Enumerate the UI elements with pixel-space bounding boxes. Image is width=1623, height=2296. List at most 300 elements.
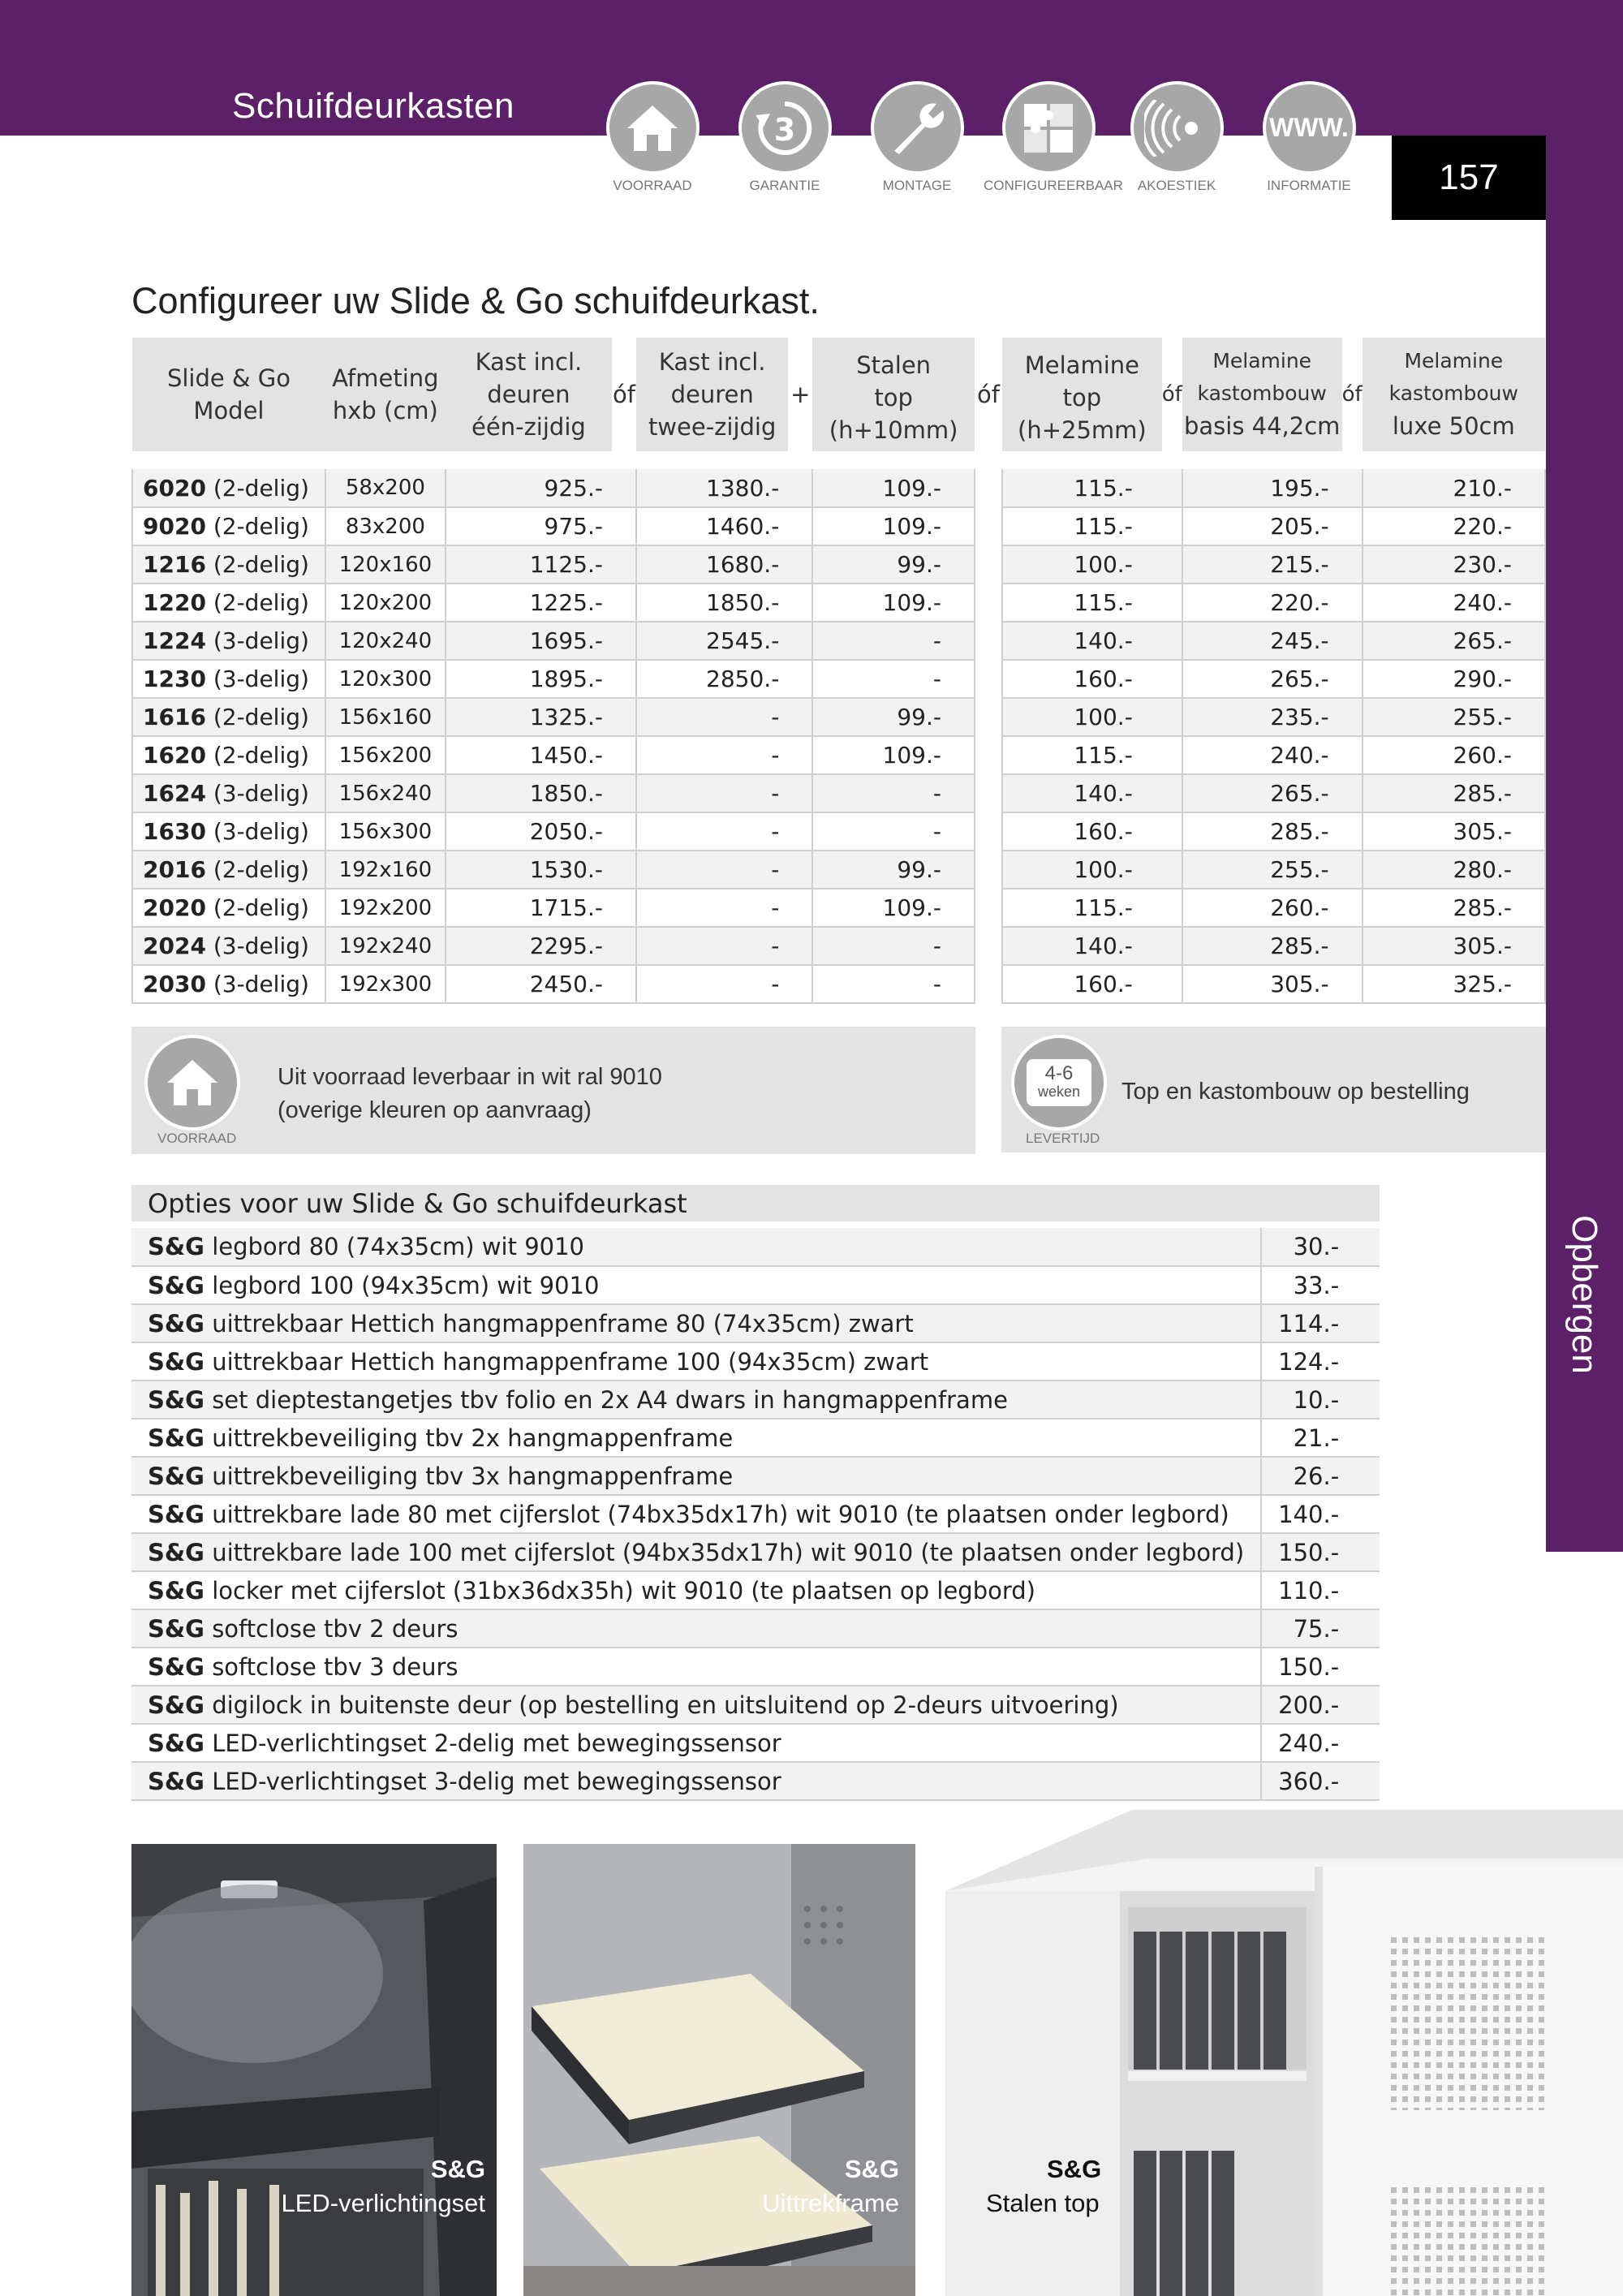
option-row [131,1571,1380,1609]
model-cell [132,469,325,507]
luxe-price: 230.- [1363,545,1545,584]
option-text: locker met cijferslot (31bx36dx35h) wit 9010 (te plaatsen op legbord) [212,1576,1035,1605]
lead-time-box [1001,1027,1546,1152]
size-cell: 192x160 [325,851,446,889]
price-row [1002,469,1545,507]
option-text: uittrekbare lade 100 met cijferslot (94bx35dx17h) wit 9010 (te plaatsen onder legbord) [212,1538,1245,1566]
model-code: 1216 [143,551,206,578]
base-price: 305.- [1182,965,1363,1003]
option-text: legbord 80 (74x35cm) wit 9010 [212,1233,584,1260]
option-desc [131,1495,1261,1533]
option-row [131,1495,1380,1533]
base-price: 205.- [1182,507,1363,545]
lead-weeks: 4-6 [1044,1062,1074,1084]
base-price: 215.- [1182,545,1363,584]
size-cell: 120x160 [325,545,446,584]
option-row [131,1419,1380,1457]
melamine-top-price: 140.- [1002,622,1182,660]
photo-caption [986,2152,1101,2221]
option-text: set dieptestangetjes tbv folio en 2x A4 dwars in hangmappenframe [212,1385,1008,1414]
col-size: Afmeting hxb (cm) [325,338,446,451]
option-brand: S&G [148,1500,204,1528]
or-sep: óf [1162,338,1182,451]
base-price: 220.- [1182,584,1363,622]
size-cell: 192x240 [325,927,446,965]
model-cell [132,698,325,736]
option-price: 75.- [1261,1609,1380,1648]
photo-led-lighting [131,1844,497,2296]
option-text: LED-verlichtingset 2-delig met bewegingssensor [212,1729,781,1757]
option-text: uittrekbeveiliging tbv 3x hangmappenframe [212,1462,734,1490]
size-cell: 83x200 [325,507,446,545]
model-cell [132,774,325,812]
or-separator: óf [977,381,1000,408]
model-parts: (2-delig) [213,856,309,883]
two-sided-price: - [636,851,812,889]
two-sided-price: - [636,698,812,736]
option-brand: S&G [148,1424,204,1452]
price-row [1002,965,1545,1003]
base-price: 240.- [1182,736,1363,774]
one-sided-price: 1450.- [446,736,636,774]
option-brand: S&G [148,1652,204,1681]
wrench-icon [871,81,964,174]
steel-top-price: - [812,660,975,698]
option-row [131,1381,1380,1419]
price-row [1002,851,1545,889]
option-price: 10.- [1261,1381,1380,1419]
one-sided-price: 975.- [446,507,636,545]
feature-label: MONTAGE [882,178,952,193]
base-price: 285.- [1182,812,1363,851]
option-price: 360.- [1261,1762,1380,1800]
luxe-price: 280.- [1363,851,1545,889]
model-parts: (3-delig) [213,971,309,997]
luxe-price: 240.- [1363,584,1545,622]
badge-label: LEVERTIJD [1026,1131,1100,1146]
steel-top-price: - [812,622,975,660]
feature-akoestiek [1112,81,1242,194]
page-heading: Configureer uw Slide & Go schuifdeurkast. [131,280,820,321]
model-parts: (3-delig) [213,666,309,692]
steel-top-price: - [812,774,975,812]
col-model: Slide & Go Model [132,338,325,451]
two-sided-price: - [636,965,812,1003]
base-price: 235.- [1182,698,1363,736]
steel-top-price: 109.- [812,889,975,927]
option-brand: S&G [148,1691,204,1719]
www-icon [1263,81,1356,174]
option-brand: S&G [148,1614,204,1643]
photo-caption [281,2152,485,2221]
price-row [1002,774,1545,812]
col-base: Melamine kastombouw basis 44,2cm [1182,338,1342,451]
stock-text [278,1061,662,1127]
option-brand: S&G [148,1233,204,1260]
steel-top-price: - [812,812,975,851]
www-text: WWW. [1269,113,1349,142]
price-row [1002,698,1545,736]
model-parts: (3-delig) [213,933,309,959]
feature-label: GARANTIE [749,178,820,193]
steel-top-price: - [812,965,975,1003]
price-row [132,812,975,851]
model-parts: (2-delig) [213,589,309,616]
stock-info-box [131,1027,975,1154]
option-brand: S&G [148,1729,204,1757]
option-brand: S&G [148,1767,204,1795]
model-code: 6020 [143,474,206,502]
side-label: Opbergen [1565,1215,1604,1374]
option-row [131,1686,1380,1724]
option-desc [131,1266,1261,1304]
melamine-top-price: 100.- [1002,698,1182,736]
luxe-price: 260.- [1363,736,1545,774]
sound-waves-icon [1130,81,1224,174]
col-one-sided: Kast incl. deuren één-zijdig [446,338,612,451]
feature-voorraad [588,81,717,194]
options-title: Opties voor uw Slide & Go schuifdeurkast [131,1185,1380,1221]
two-sided-price: - [636,812,812,851]
model-parts: (2-delig) [213,474,309,502]
page-number: 157 [1392,136,1546,220]
option-text: softclose tbv 2 deurs [212,1614,458,1643]
steel-top-price: 99.- [812,698,975,736]
option-desc [131,1381,1261,1419]
one-sided-price: 1530.- [446,851,636,889]
model-cell [132,660,325,698]
model-code: 1620 [143,742,206,769]
feature-label: AKOESTIEK [1137,178,1216,193]
model-parts: (2-delig) [213,513,309,540]
two-sided-price: - [636,889,812,927]
photo-caption-text: LED-verlichtingset [281,2189,485,2217]
photo-brand: S&G [844,2155,899,2183]
size-cell: 156x160 [325,698,446,736]
photo-pull-out-frame [523,1844,915,2296]
col-luxe: Melamine kastombouw luxe 50cm [1363,338,1545,451]
two-sided-price: - [636,736,812,774]
model-cell [132,965,325,1003]
option-desc [131,1342,1261,1381]
two-sided-price: 2850.- [636,660,812,698]
price-row [1002,584,1545,622]
model-cell [132,622,325,660]
option-brand: S&G [148,1271,204,1299]
option-price: 110.- [1261,1571,1380,1609]
lead-unit: weken [1037,1083,1081,1100]
melamine-top-price: 115.- [1002,507,1182,545]
base-price: 265.- [1182,774,1363,812]
option-text: legbord 100 (94x35cm) wit 9010 [212,1271,600,1299]
two-sided-price: 1380.- [636,469,812,507]
melamine-top-price: 140.- [1002,927,1182,965]
option-price: 114.- [1261,1304,1380,1342]
option-row [131,1457,1380,1495]
option-row [131,1228,1380,1266]
base-price: 245.- [1182,622,1363,660]
size-cell: 192x300 [325,965,446,1003]
model-cell [132,812,325,851]
size-cell: 120x240 [325,622,446,660]
model-code: 1630 [143,818,206,845]
price-row [1002,545,1545,584]
photo-steel-top [945,1810,1623,2296]
size-cell: 120x300 [325,660,446,698]
option-row [131,1342,1380,1381]
option-desc [131,1762,1261,1800]
model-parts: (3-delig) [213,627,309,654]
luxe-price: 290.- [1363,660,1545,698]
or-sep: óf [612,338,636,451]
price-row [132,774,975,812]
option-price: 30.- [1261,1228,1380,1266]
price-row [1002,507,1545,545]
size-cell: 58x200 [325,469,446,507]
luxe-price: 305.- [1363,927,1545,965]
option-price: 26.- [1261,1457,1380,1495]
model-code: 2024 [143,933,206,959]
two-sided-price: 2545.- [636,622,812,660]
steel-top-price: 99.- [812,851,975,889]
model-code: 1220 [143,589,206,616]
price-row [132,965,975,1003]
base-price: 255.- [1182,851,1363,889]
price-row [1002,889,1545,927]
one-sided-price: 1850.- [446,774,636,812]
model-parts: (2-delig) [213,894,309,921]
option-row [131,1648,1380,1686]
two-sided-price: - [636,927,812,965]
option-desc [131,1304,1261,1342]
option-price: 124.- [1261,1342,1380,1381]
feature-label: INFORMATIE [1267,178,1351,193]
price-table-right [1001,338,1546,1004]
melamine-top-price: 115.- [1002,584,1182,622]
model-cell [132,889,325,927]
option-text: LED-verlichtingset 3-delig met bewegingssensor [212,1767,781,1795]
two-sided-price: 1460.- [636,507,812,545]
model-code: 1616 [143,704,206,730]
price-row [1002,927,1545,965]
section-title: Schuifdeurkasten [232,86,514,126]
option-brand: S&G [148,1385,204,1414]
melamine-top-price: 100.- [1002,851,1182,889]
melamine-top-price: 160.- [1002,660,1182,698]
price-row [132,507,975,545]
price-row [132,584,975,622]
one-sided-price: 1895.- [446,660,636,698]
option-brand: S&G [148,1309,204,1338]
price-row [132,698,975,736]
model-code: 1624 [143,780,206,807]
model-cell [132,584,325,622]
melamine-top-price: 115.- [1002,889,1182,927]
price-row [132,927,975,965]
luxe-price: 285.- [1363,889,1545,927]
one-sided-price: 1695.- [446,622,636,660]
option-row [131,1533,1380,1571]
option-text: uittrekbaar Hettich hangmappenframe 80 (74x35cm) zwart [212,1309,914,1338]
size-cell: 192x200 [325,889,446,927]
model-parts: (3-delig) [213,818,309,845]
model-parts: (2-delig) [213,704,309,730]
steel-top-price: 109.- [812,507,975,545]
option-desc [131,1533,1261,1571]
option-brand: S&G [148,1347,204,1376]
size-cell: 156x240 [325,774,446,812]
option-price: 150.- [1261,1533,1380,1571]
model-cell [132,851,325,889]
option-desc [131,1648,1261,1686]
house-icon [606,81,700,174]
photo-brand: S&G [430,2155,485,2183]
option-row [131,1724,1380,1762]
option-desc [131,1686,1261,1724]
model-parts: (2-delig) [213,742,309,769]
price-row [1002,622,1545,660]
melamine-top-price: 100.- [1002,545,1182,584]
feature-label: CONFIGUREERBAAR [984,178,1123,193]
one-sided-price: 2450.- [446,965,636,1003]
col-steel-top: Stalen top (h+10mm) [812,338,975,451]
delivery-truck-icon [1011,1035,1107,1131]
option-brand: S&G [148,1538,204,1566]
steel-top-price: - [812,927,975,965]
option-desc [131,1457,1261,1495]
price-row [1002,660,1545,698]
feature-informatie [1244,81,1374,194]
size-cell: 120x200 [325,584,446,622]
option-row [131,1266,1380,1304]
price-row [132,545,975,584]
house-icon [144,1035,240,1131]
photo-caption-text: Uittrekframe [762,2189,899,2217]
price-row [132,851,975,889]
option-price: 33.- [1261,1266,1380,1304]
option-text: digilock in buitenste deur (op bestelling en uitsluitend op 2-deurs uitvoering) [212,1691,1119,1719]
feature-label: VOORRAAD [613,178,692,193]
melamine-top-price: 140.- [1002,774,1182,812]
two-sided-price: 1680.- [636,545,812,584]
steel-top-price: 109.- [812,736,975,774]
model-code: 2016 [143,856,206,883]
lead-text: Top en kastombouw op bestelling [1121,1079,1470,1105]
one-sided-price: 2050.- [446,812,636,851]
two-sided-price: 1850.- [636,584,812,622]
feature-garantie [720,81,850,194]
feature-configureerbaar [984,81,1123,194]
luxe-price: 210.- [1363,469,1545,507]
melamine-top-price: 115.- [1002,736,1182,774]
model-parts: (3-delig) [213,780,309,807]
base-price: 195.- [1182,469,1363,507]
option-desc [131,1724,1261,1762]
model-code: 1224 [143,627,206,654]
model-cell [132,507,325,545]
price-row [132,660,975,698]
option-price: 240.- [1261,1724,1380,1762]
option-price: 21.- [1261,1419,1380,1457]
model-code: 2020 [143,894,206,921]
option-brand: S&G [148,1462,204,1490]
option-text: uittrekbare lade 80 met cijferslot (74bx35dx17h) wit 9010 (te plaatsen onder legbord) [212,1500,1229,1528]
svg-text:3: 3 [773,111,796,148]
model-parts: (2-delig) [213,551,309,578]
price-row [132,622,975,660]
option-brand: S&G [148,1576,204,1605]
price-row [1002,736,1545,774]
one-sided-price: 1125.- [446,545,636,584]
option-text: softclose tbv 3 deurs [212,1652,458,1681]
option-text: uittrekbaar Hettich hangmappenframe 100 (94x35cm) zwart [212,1347,929,1376]
melamine-top-price: 160.- [1002,812,1182,851]
steel-top-price: 109.- [812,584,975,622]
base-price: 285.- [1182,927,1363,965]
photo-caption [762,2152,899,2221]
model-cell [132,736,325,774]
luxe-price: 265.- [1363,622,1545,660]
option-desc [131,1228,1261,1266]
option-row [131,1609,1380,1648]
badge-label: VOORRAAD [157,1131,237,1146]
option-desc [131,1419,1261,1457]
luxe-price: 305.- [1363,812,1545,851]
option-text: uittrekbeveiliging tbv 2x hangmappenframe [212,1424,734,1452]
luxe-price: 220.- [1363,507,1545,545]
model-cell [132,545,325,584]
feature-montage [852,81,982,194]
size-cell: 156x300 [325,812,446,851]
one-sided-price: 925.- [446,469,636,507]
model-code: 9020 [143,513,206,540]
price-row [132,889,975,927]
puzzle-icon [1002,81,1096,174]
stock-line-1: Uit voorraad leverbaar in wit ral 9010 [278,1064,662,1090]
photo-caption-text: Stalen top [986,2189,1100,2217]
one-sided-price: 2295.- [446,927,636,965]
col-two-sided: Kast incl. deuren twee-zijdig [636,338,788,451]
melamine-top-price: 115.- [1002,469,1182,507]
three-year-guarantee-icon [738,81,832,174]
option-price: 140.- [1261,1495,1380,1533]
price-table-left [131,338,975,1004]
model-code: 1230 [143,666,206,692]
or-sep: óf [1342,338,1363,451]
options-table [131,1185,1380,1801]
price-row [132,736,975,774]
two-sided-price: - [636,774,812,812]
luxe-price: 255.- [1363,698,1545,736]
option-price: 200.- [1261,1686,1380,1724]
melamine-top-price: 160.- [1002,965,1182,1003]
col-melamine-top: Melamine top (h+25mm) [1002,338,1162,451]
model-cell [132,927,325,965]
model-code: 2030 [143,971,206,997]
steel-top-price: 99.- [812,545,975,584]
option-row [131,1304,1380,1342]
luxe-price: 325.- [1363,965,1545,1003]
option-desc [131,1571,1261,1609]
steel-top-price: 109.- [812,469,975,507]
option-desc [131,1609,1261,1648]
price-row [132,469,975,507]
photo-brand: S&G [1047,2155,1102,2183]
luxe-price: 285.- [1363,774,1545,812]
price-row [1002,812,1545,851]
one-sided-price: 1715.- [446,889,636,927]
size-cell: 156x200 [325,736,446,774]
